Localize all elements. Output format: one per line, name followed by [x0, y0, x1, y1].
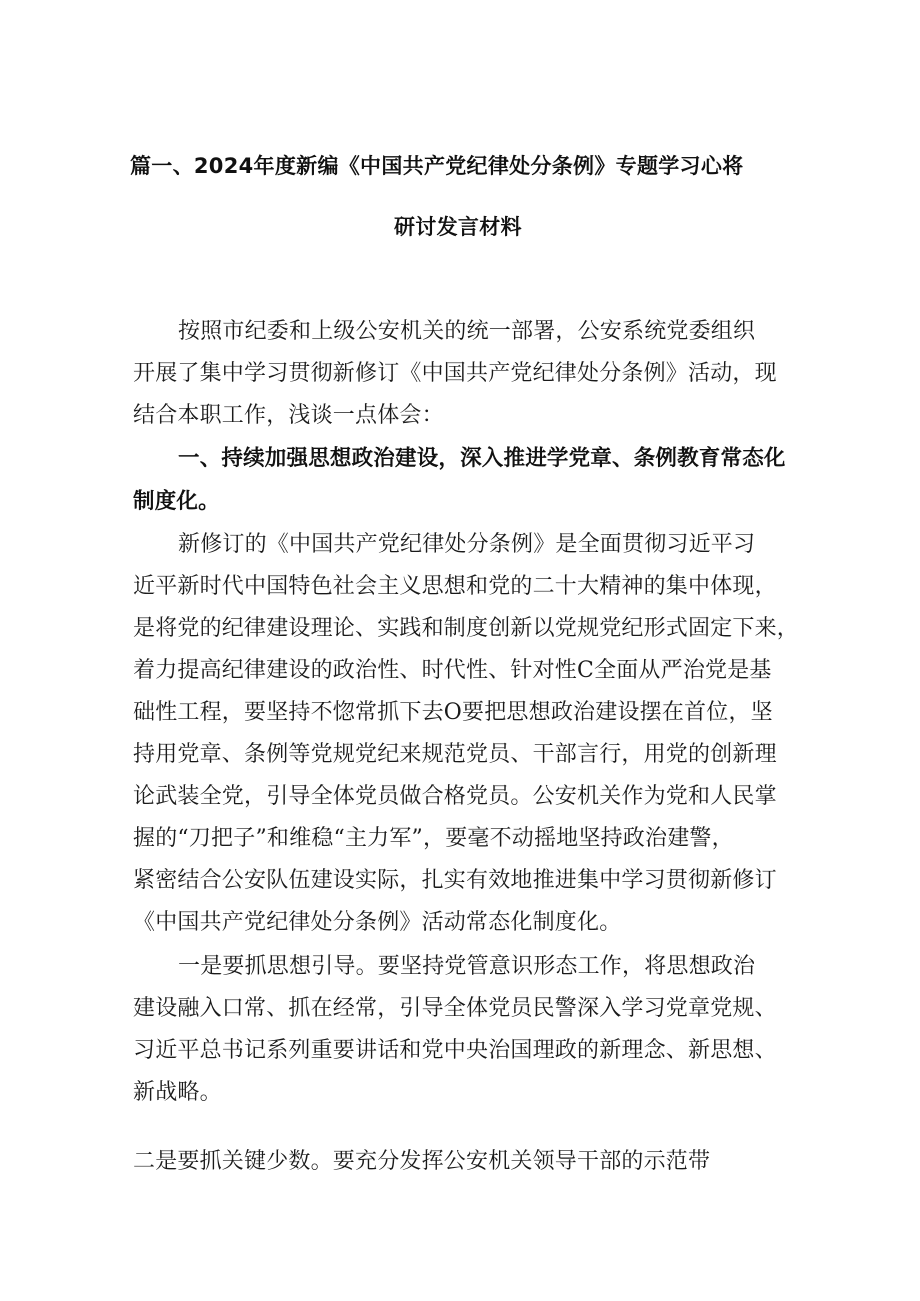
document-title-line-1: 篇一、2024年度新编《中国共产党纪律处分条例》专题学习心将 — [130, 154, 744, 178]
document-title-line-2: 研讨发言材料 — [394, 215, 522, 239]
paragraph-1-line-2: 开展了集中学习贯彻新修订《中国共产党纪律处分条例》活动，现 — [133, 361, 777, 386]
section-heading-line-2: 制度化。 — [133, 489, 220, 514]
paragraph-3-line-2: 建设融入口常、抓在经常，引导全体党员民警深入学习党章党规、 — [133, 996, 777, 1021]
paragraph-3-line-3: 习近平总书记系列重要讲话和党中央治国理政的新理念、新思想、 — [133, 1038, 777, 1063]
section-heading-line-1: 一、持续加强思想政治建设，深入推进学党章、条例教育常态化 — [178, 446, 786, 471]
paragraph-2-line-6: 持用党章、条例等党规党纪来规范党员、干部言行，用党的创新理 — [133, 742, 777, 767]
paragraph-2-line-2: 近平新时代中国特色社会主义思想和党的二十大精神的集中体现， — [133, 574, 777, 599]
paragraph-2-line-8: 握的“刀把子”和维稳“主力军”，要毫不动摇地坚持政治建警， — [133, 826, 734, 851]
paragraph-2-line-10: 《中国共产党纪律处分条例》活动常态化制度化。 — [133, 910, 622, 935]
paragraph-3-line-1: 一是要抓思想引导。要坚持党管意识形态工作，将思想政治 — [178, 954, 756, 979]
paragraph-2-line-5: 础性工程，要坚持不惚常抓下去O要把思想政治建设摆在首位，坚 — [133, 700, 773, 725]
paragraph-1-line-1: 按照市纪委和上级公安机关的统一部署，公安系统党委组织 — [178, 319, 756, 344]
paragraph-1-line-3: 结合本职工作，浅谈一点体会： — [133, 403, 444, 428]
paragraph-4-line-1: 二是要抓关键少数。要充分发挥公安机关领导干部的示范带 — [133, 1149, 711, 1174]
paragraph-2-line-9: 紧密结合公安队伍建设实际，扎实有效地推进集中学习贯彻新修订 — [133, 868, 777, 893]
paragraph-2-line-7: 论武装全党，引导全体党员做合格党员。公安机关作为党和人民掌 — [133, 784, 777, 809]
paragraph-2-line-1: 新修订的《中国共产党纪律处分条例》是全面贯彻习近平习 — [178, 532, 756, 557]
paragraph-3-line-4: 新战略。 — [133, 1080, 222, 1105]
paragraph-2-line-4: 着力提高纪律建设的政治性、时代性、针对性C全面从严治党是基 — [133, 658, 772, 683]
paragraph-2-line-3: 是将党的纪律建设理论、实践和制度创新以党规党纪形式固定下来， — [133, 616, 800, 641]
